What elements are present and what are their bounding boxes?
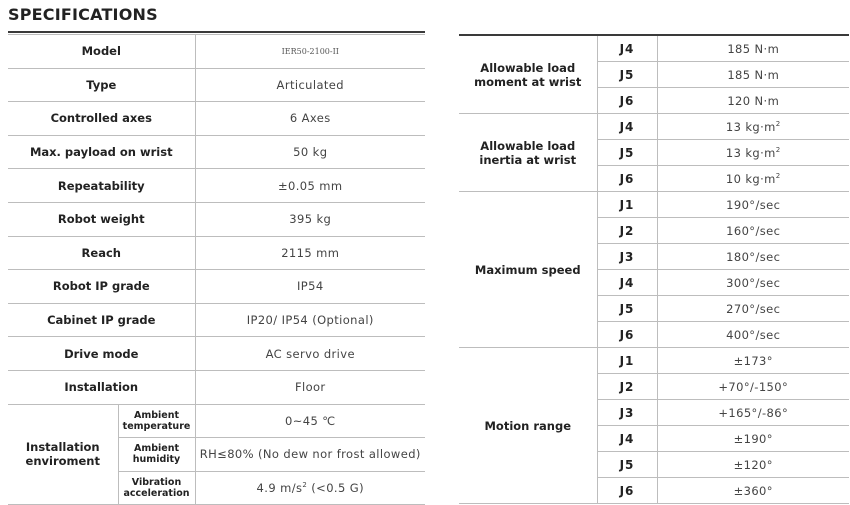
value-main: 185 N·m: [727, 67, 780, 82]
spec-value: 50 kg: [195, 135, 425, 169]
spec-row: [8, 102, 425, 136]
sub-label-line2: acceleration: [123, 488, 190, 500]
sub-label-line2: humidity: [132, 454, 181, 466]
spec-label: Model: [8, 35, 195, 69]
joint-value: [657, 452, 849, 478]
spec-label: Installation: [8, 370, 195, 404]
spec-row: [8, 303, 425, 337]
environment-sub-label: [118, 438, 195, 472]
page-title: SPECIFICATIONS: [8, 5, 158, 24]
environment-sub-label: [118, 471, 195, 505]
value-main: +165°/-86°: [718, 405, 789, 420]
spec-value: IP54: [195, 270, 425, 304]
joint-label: J5: [597, 296, 657, 322]
value-main: 4.9 m/s: [256, 481, 303, 496]
joint-label: J2: [597, 374, 657, 400]
group-label-line1: Allowable load: [480, 138, 576, 153]
environment-label-line1: Installation: [25, 440, 100, 455]
spec-value: 395 kg: [195, 202, 425, 236]
joint-value: [657, 114, 849, 140]
value-main: 13 kg·m: [725, 119, 776, 134]
group-label-line1: Allowable load: [480, 60, 576, 75]
joint-label: J3: [597, 244, 657, 270]
value-main: 270°/sec: [726, 301, 781, 316]
spec-row: [8, 236, 425, 270]
value-main: ±173°: [733, 353, 773, 368]
spec-row: [8, 135, 425, 169]
title-rule: [8, 31, 425, 33]
value-main: ±360°: [733, 483, 773, 498]
joint-label: J5: [597, 62, 657, 88]
spec-value: 6 Axes: [195, 102, 425, 136]
joint-label: J1: [597, 348, 657, 374]
environment-label-line2: enviroment: [25, 454, 100, 469]
joint-label: J6: [597, 166, 657, 192]
sub-label-line2: temperature: [122, 420, 191, 432]
right-spec-table: [459, 34, 849, 504]
joint-value: [657, 140, 849, 166]
inertia-group-label: [459, 114, 597, 192]
spec-value: 2115 mm: [195, 236, 425, 270]
spec-row: [8, 68, 425, 102]
spec-row: [8, 270, 425, 304]
spec-row: [8, 202, 425, 236]
joint-row: [459, 35, 849, 62]
value-main: ±190°: [733, 431, 773, 446]
spec-label: Robot IP grade: [8, 270, 195, 304]
spec-row: [8, 35, 425, 69]
joint-value: [657, 374, 849, 400]
environment-value: [195, 471, 425, 505]
spec-label: Max. payload on wrist: [8, 135, 195, 169]
spec-value: IP20/ IP54 (Optional): [195, 303, 425, 337]
range-group-label: Motion range: [459, 348, 597, 504]
value-superscript: 2: [302, 481, 308, 490]
joint-value: [657, 478, 849, 504]
spec-label: Cabinet IP grade: [8, 303, 195, 337]
joint-value: [657, 322, 849, 348]
spec-label: Reach: [8, 236, 195, 270]
group-label-line2: inertia at wrist: [479, 152, 577, 167]
speed-group-label: Maximum speed: [459, 192, 597, 348]
joint-value: [657, 62, 849, 88]
spec-row: [8, 169, 425, 203]
joint-value: [657, 426, 849, 452]
environment-value: RH≤80% (No dew nor frost allowed): [195, 438, 425, 472]
spec-label: Repeatability: [8, 169, 195, 203]
moment-group-label: [459, 35, 597, 114]
value-main: 160°/sec: [726, 223, 781, 238]
spec-label: Drive mode: [8, 337, 195, 371]
spec-value: Articulated: [195, 68, 425, 102]
joint-value: [657, 270, 849, 296]
joint-value: [657, 296, 849, 322]
value-main: 120 N·m: [727, 93, 780, 108]
spec-value: Floor: [195, 370, 425, 404]
joint-label: J4: [597, 426, 657, 452]
value-main: 180°/sec: [726, 249, 781, 264]
unit-superscript: 2: [775, 171, 781, 180]
unit-superscript: 2: [775, 119, 781, 128]
joint-label: J4: [597, 114, 657, 140]
joint-label: J3: [597, 400, 657, 426]
joint-label: J5: [597, 140, 657, 166]
value-main: ±120°: [733, 457, 773, 472]
spec-value: AC servo drive: [195, 337, 425, 371]
sub-label-line1: Vibration: [131, 477, 182, 489]
joint-label: J6: [597, 322, 657, 348]
joint-value: [657, 35, 849, 62]
joint-value: [657, 192, 849, 218]
joint-label: J4: [597, 35, 657, 62]
joint-value: [657, 400, 849, 426]
joint-value: [657, 244, 849, 270]
value-main: 10 kg·m: [725, 171, 776, 186]
joint-label: J1: [597, 192, 657, 218]
value-suffix: (<0.5 G): [307, 481, 364, 496]
joint-label: J5: [597, 452, 657, 478]
value-main: 190°/sec: [726, 197, 781, 212]
unit-superscript: 2: [775, 145, 781, 154]
spec-value: ±0.05 mm: [195, 169, 425, 203]
value-main: 13 kg·m: [725, 145, 776, 160]
joint-label: J6: [597, 478, 657, 504]
joint-row: [459, 348, 849, 374]
value-main: 185 N·m: [727, 41, 780, 56]
group-label-line2: moment at wrist: [474, 74, 582, 89]
joint-value: [657, 166, 849, 192]
spec-label: Robot weight: [8, 202, 195, 236]
spec-row: [8, 370, 425, 404]
left-spec-table: [8, 34, 425, 505]
sub-label-line1: Ambient: [133, 409, 180, 421]
environment-value: 0~45 ℃: [195, 404, 425, 438]
joint-label: J2: [597, 218, 657, 244]
value-main: 300°/sec: [726, 275, 781, 290]
joint-label: J6: [597, 88, 657, 114]
spec-value: IER50-2100-II: [195, 35, 425, 69]
joint-row: [459, 114, 849, 140]
environment-row: [8, 404, 425, 438]
value-main: 400°/sec: [726, 327, 781, 342]
spec-label: Controlled axes: [8, 102, 195, 136]
joint-row: [459, 192, 849, 218]
joint-value: [657, 88, 849, 114]
sub-label-line1: Ambient: [133, 443, 180, 455]
environment-label: [8, 404, 118, 505]
environment-sub-label: [118, 404, 195, 438]
joint-value: [657, 348, 849, 374]
joint-value: [657, 218, 849, 244]
joint-label: J4: [597, 270, 657, 296]
spec-row: [8, 337, 425, 371]
value-main: +70°/-150°: [718, 379, 789, 394]
spec-label: Type: [8, 68, 195, 102]
